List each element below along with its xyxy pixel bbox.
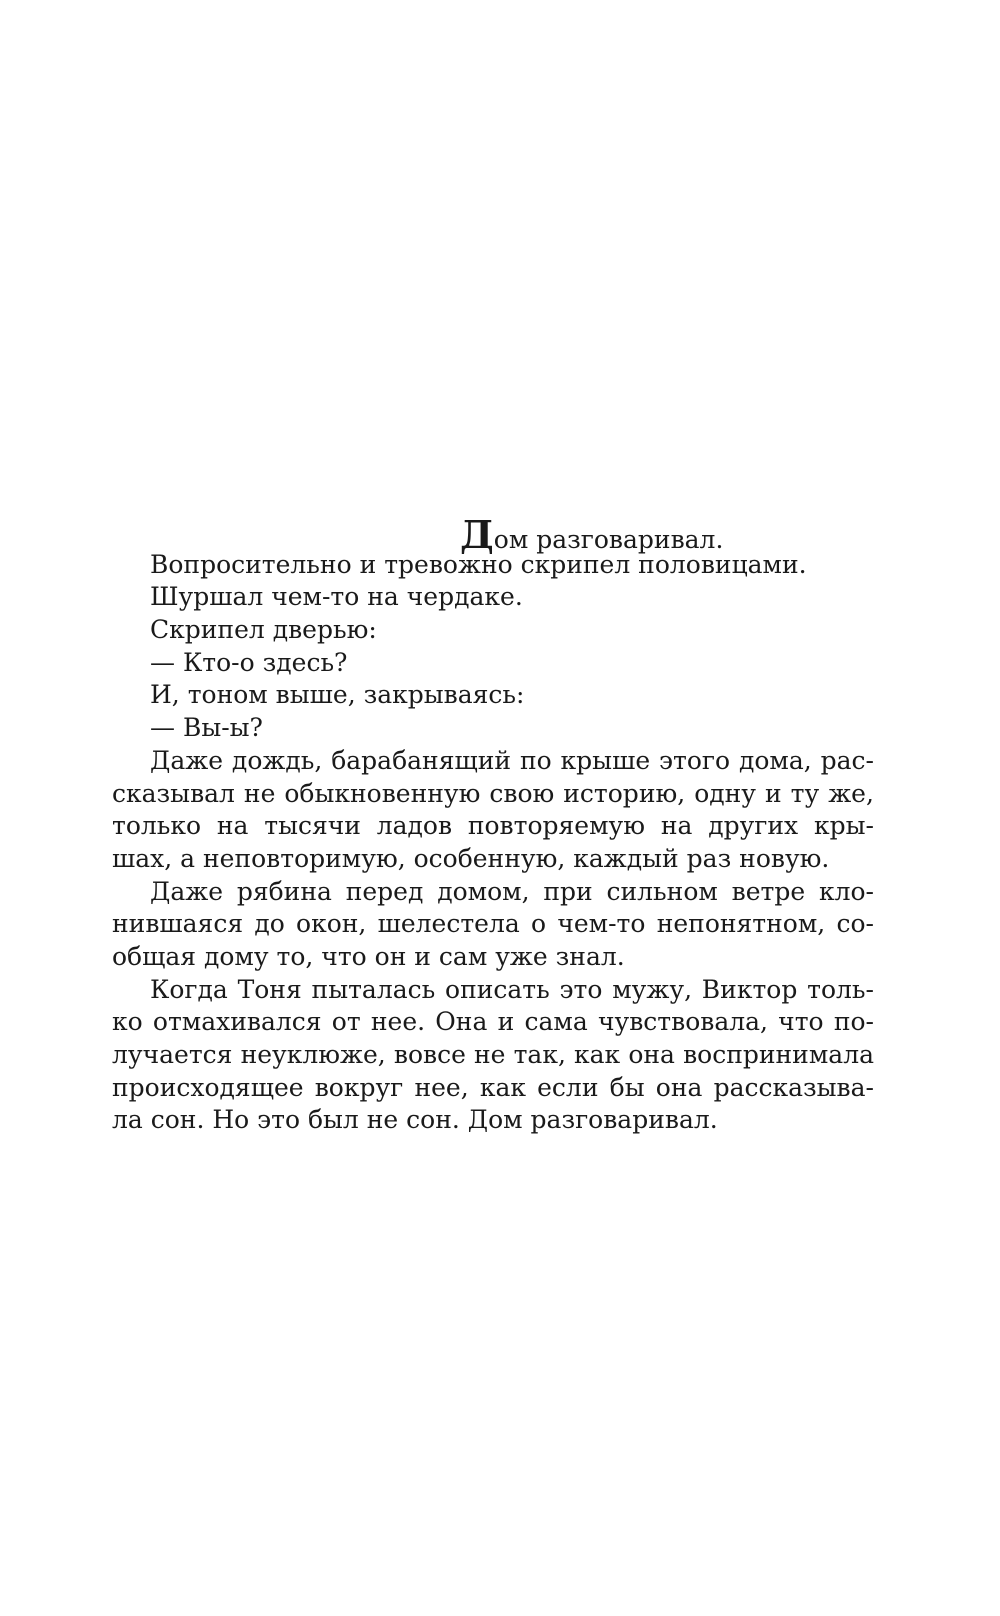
word: шелестела (377, 909, 520, 939)
text-line (112, 778, 874, 811)
word: ладов (376, 811, 453, 841)
word: обыкновенную (284, 778, 481, 808)
text-line: Шуршал чем-то на чердаке. (150, 582, 523, 612)
word: толь- (807, 974, 874, 1004)
text-line (112, 1039, 874, 1072)
word: ту (790, 778, 820, 808)
word: и (765, 778, 782, 808)
word: не (474, 1040, 506, 1069)
word: о (531, 909, 547, 939)
word: сильном (606, 876, 718, 906)
text-line: ла сон. Но это был не сон. Дом разговаривал. (112, 1105, 718, 1135)
text-line (112, 908, 874, 941)
word: кры- (813, 811, 874, 841)
word: нее, (414, 1072, 469, 1102)
word: и (497, 1007, 515, 1037)
drop-cap: Д (460, 512, 494, 557)
word: описать (445, 974, 550, 1004)
word: Тоня (237, 974, 302, 1004)
text-line (112, 1072, 874, 1105)
word: от (331, 1007, 361, 1037)
opening-text: ом разговаривал. (493, 525, 724, 554)
word: неуклюже, (240, 1040, 386, 1069)
opening-line (112, 512, 874, 557)
word: непонятном, (656, 909, 826, 939)
word: это (559, 974, 603, 1004)
word: мужу, (612, 974, 693, 1004)
text-line (112, 876, 874, 909)
word: она (628, 1040, 675, 1069)
word: других (708, 811, 799, 841)
word: Даже (150, 876, 224, 906)
word: Виктор (701, 974, 798, 1004)
word: дождь, (231, 745, 323, 775)
text-line: — Кто-о здесь? (150, 647, 348, 677)
word: историю, (563, 778, 686, 808)
word: же, (828, 778, 874, 808)
text-line: Вопросительно и тревожно скрипел половицами. (150, 549, 807, 579)
word: Она (435, 1007, 488, 1037)
text-line (112, 1006, 874, 1039)
word: по (519, 745, 552, 775)
word: чувствовала, (597, 1007, 768, 1037)
word: чем-то (557, 909, 646, 939)
word: она (655, 1072, 703, 1102)
word: лучается (112, 1040, 233, 1069)
word: пыталась (311, 974, 436, 1004)
word: нее. (370, 1007, 426, 1037)
text-line: — Вы-ы? (150, 713, 263, 743)
word: рас- (820, 745, 874, 775)
word: тысячи (264, 811, 361, 841)
word: ко (112, 1007, 143, 1037)
word: бы (609, 1072, 645, 1102)
word: кло- (818, 876, 874, 906)
word: только (112, 811, 202, 841)
word: отмахивался (152, 1007, 322, 1037)
word: Когда (150, 974, 228, 1004)
word: как (479, 1072, 526, 1102)
word: сама (524, 1007, 588, 1037)
word: воспринимала (683, 1040, 874, 1069)
word: со- (836, 909, 874, 939)
word: рассказыва- (713, 1072, 874, 1102)
word: этого (659, 745, 731, 775)
word: домом, (437, 876, 530, 906)
page-body (112, 512, 874, 1137)
word: сказывал (112, 778, 235, 808)
word: если (537, 1072, 599, 1102)
text-line (112, 810, 874, 843)
word: свою (489, 778, 555, 808)
word: по- (833, 1007, 874, 1037)
word: вокруг (314, 1072, 404, 1102)
word: что (778, 1007, 824, 1037)
word: окон, (296, 909, 367, 939)
word: крыше (560, 745, 651, 775)
word: перед (345, 876, 424, 906)
word: Даже (150, 745, 224, 775)
text-line (112, 745, 874, 778)
text-line: Скрипел дверью: (150, 615, 377, 645)
word: рябина (236, 876, 332, 906)
word: вовсе (393, 1040, 466, 1069)
text-line (112, 974, 874, 1007)
word: при (543, 876, 593, 906)
word: на (660, 811, 693, 841)
word: одну (694, 778, 757, 808)
word: до (254, 909, 285, 939)
text-line: И, тоном выше, закрываясь: (150, 680, 525, 710)
word: барабанящий (331, 745, 512, 775)
word: как (574, 1040, 621, 1069)
word: дома, (738, 745, 812, 775)
text-line: шах, а неповторимую, особенную, каждый раз новую. (112, 843, 830, 873)
word: нившаяся (112, 909, 244, 939)
word: происходящее (112, 1072, 304, 1102)
word: на (216, 811, 249, 841)
text-line: общая дому то, что он и сам уже знал. (112, 941, 625, 971)
word: так, (513, 1040, 566, 1069)
word: повторяемую (467, 811, 646, 841)
text-lines (112, 549, 874, 1137)
word: не (243, 778, 276, 808)
word: ветре (731, 876, 806, 906)
